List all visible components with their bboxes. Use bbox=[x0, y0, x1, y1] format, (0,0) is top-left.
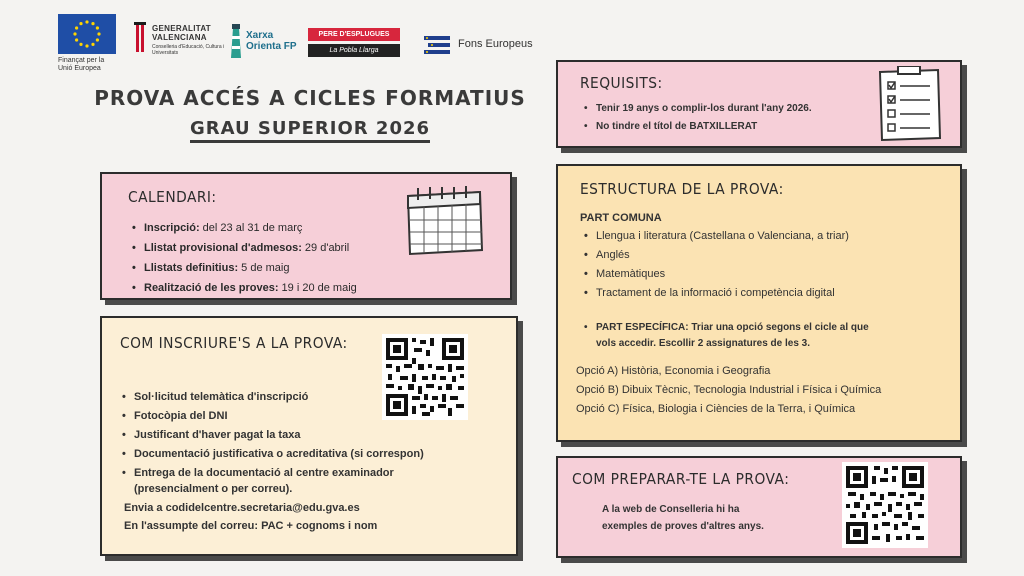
preparar-title: COM PREPARAR-TE LA PROVA: bbox=[572, 470, 790, 488]
eu-flag-icon bbox=[58, 14, 116, 54]
school-bottom: La Pobla Llarga bbox=[308, 44, 400, 57]
option-b: Opció B) Dibuix Tècnic, Tecnologia Industrial i Física i Química bbox=[576, 384, 882, 396]
list-item: • Matemàtiques bbox=[582, 265, 952, 284]
eu-caption: Finançat per la Unió Europea bbox=[58, 57, 105, 72]
requisits-title: REQUISITS: bbox=[580, 74, 663, 92]
list-item: • Realització de les proves: 19 i 20 de maig bbox=[130, 278, 420, 298]
part-comuna-label: PART COMUNA bbox=[580, 212, 662, 224]
preparar-card bbox=[556, 456, 962, 558]
requisits-card bbox=[556, 60, 962, 148]
estructura-card bbox=[556, 164, 962, 442]
subject-line: En l'assumpte del correu: PAC + cognoms i nom bbox=[124, 520, 378, 532]
page-subtitle-text: GRAU SUPERIOR 2026 bbox=[190, 118, 430, 143]
list-item: • Llengua i literatura (Castellana o Valenciana, a triar) bbox=[582, 227, 952, 246]
list-item: • Inscripció: del 23 al 31 de març bbox=[130, 218, 420, 238]
list-item: • Justificant d'haver pagat la taxa bbox=[120, 426, 500, 445]
qr-code-icon bbox=[842, 462, 928, 548]
list-item: • Tenir 19 anys o complir-los durant l'any 2026. bbox=[582, 100, 882, 118]
gva-name: GENERALITAT VALENCIANA bbox=[152, 24, 211, 42]
inscriure-list bbox=[120, 388, 500, 483]
xarxa-logo bbox=[228, 22, 298, 62]
list-item: • Tractament de la informació i competència digital bbox=[582, 284, 952, 303]
list-item: • Llistats definitius: 5 de maig bbox=[130, 258, 420, 278]
part-especifica-block bbox=[582, 320, 952, 336]
part-especifica-line2: vols accedir. Escollir 2 assignatures de les 3. bbox=[596, 338, 811, 349]
list-item: • Documentació justificativa o acreditativa (si correspon) bbox=[120, 445, 500, 464]
page-title: PROVA ACCÉS A CICLES FORMATIUS bbox=[94, 86, 526, 110]
gva-sub: Conselleria d'Educació, Cultura i Universitats bbox=[152, 44, 225, 56]
fons-name: Fons Europeus bbox=[458, 38, 533, 50]
preparar-line2: exemples de proves d'altres anys. bbox=[602, 521, 764, 532]
list-item: • Llistat provisional d'admesos: 29 d'abril bbox=[130, 238, 420, 258]
inscriure-title: COM INSCRIURE'S A LA PROVA: bbox=[120, 334, 348, 352]
list-item: • Entrega de la documentació al centre examinador bbox=[120, 464, 500, 483]
inscriure-card bbox=[100, 316, 518, 556]
requisits-list bbox=[582, 100, 882, 136]
list-item: • No tindre el títol de BATXILLERAT bbox=[582, 118, 882, 136]
xarxa-name: Xarxa Orienta FP bbox=[246, 30, 297, 52]
gva-emblem-icon bbox=[134, 22, 148, 54]
checklist-icon bbox=[874, 66, 946, 142]
fons-europeus-icon bbox=[424, 34, 450, 56]
calendari-card bbox=[100, 172, 512, 300]
eu-logo bbox=[58, 14, 118, 73]
preparar-qr-code[interactable] bbox=[842, 462, 928, 548]
list-item: • Fotocòpia del DNI bbox=[120, 407, 500, 426]
calendari-list bbox=[130, 218, 420, 298]
calendar-icon bbox=[402, 184, 486, 256]
option-c: Opció C) Física, Biologia i Ciències de la Terra, i Química bbox=[576, 403, 856, 415]
calendari-title: CALENDARI: bbox=[128, 188, 217, 206]
list-item: • Sol·licitud telemàtica d'inscripció bbox=[120, 388, 500, 407]
school-top: PERE D'ESPLUGUES bbox=[308, 28, 400, 41]
page-subtitle bbox=[90, 118, 530, 139]
preparar-line1: A la web de Conselleria hi ha bbox=[602, 504, 740, 515]
fons-logo bbox=[424, 34, 544, 56]
part-comuna-list bbox=[582, 227, 952, 303]
list-item: • Anglés bbox=[582, 246, 952, 265]
inscriure-item5-continuation: (presencialment o per correu). bbox=[134, 483, 293, 495]
email-line: Envia a codidelcentre.secretaria@edu.gva.es bbox=[124, 502, 360, 514]
school-logo bbox=[308, 28, 404, 62]
part-especifica-line1: • PART ESPECÍFICA: Triar una opció segons el cicle al que bbox=[582, 320, 952, 336]
option-a: Opció A) Història, Economia i Geografia bbox=[576, 365, 771, 377]
lighthouse-icon bbox=[228, 22, 244, 60]
estructura-title: ESTRUCTURA DE LA PROVA: bbox=[580, 180, 784, 198]
